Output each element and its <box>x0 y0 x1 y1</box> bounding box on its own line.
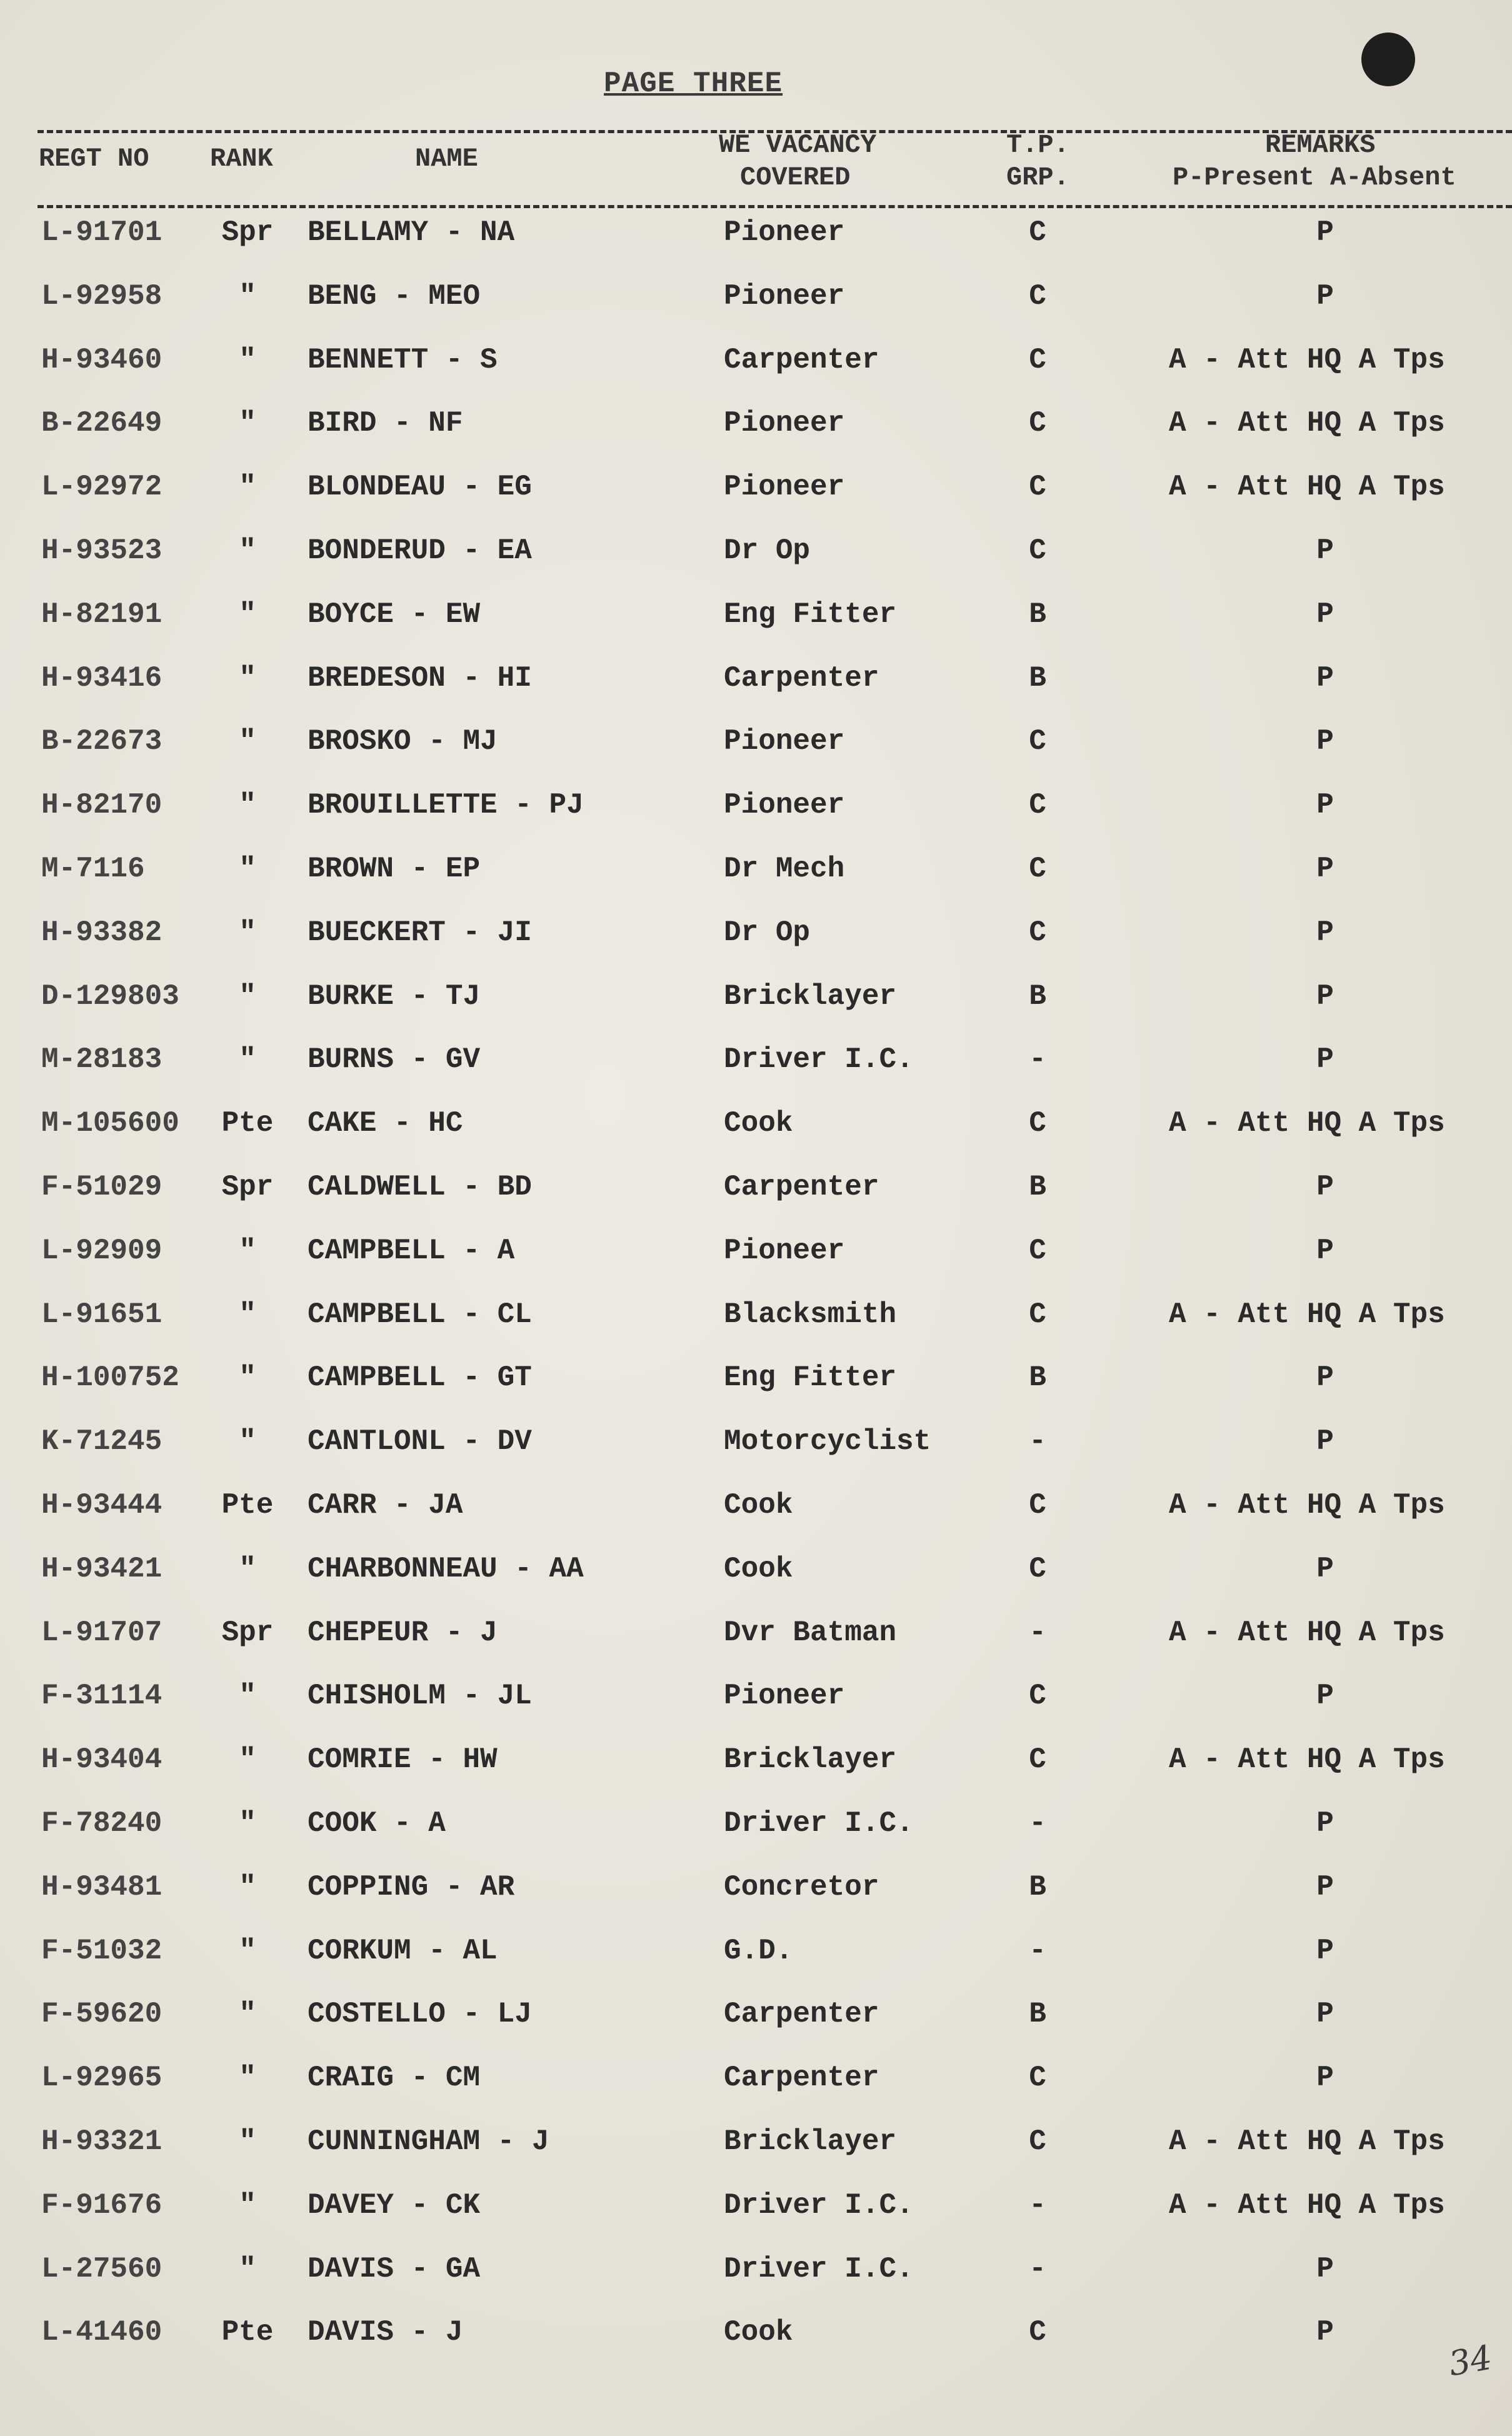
tp-group-cell: B <box>1029 1870 1046 1903</box>
table-row <box>0 2058 1512 2122</box>
rank-cell: " <box>239 1552 256 1585</box>
table-row <box>0 721 1512 785</box>
regt-number-cell: F-51029 <box>41 1170 163 1203</box>
remarks-cell: P <box>1316 598 1334 631</box>
remarks-cell: P <box>1316 1807 1334 1840</box>
rank-cell: " <box>239 2252 256 2285</box>
name-cell: CARR - JA <box>308 1488 463 1521</box>
name-cell: BOYCE - EW <box>308 598 481 631</box>
name-cell: CAKE - HC <box>308 1107 463 1140</box>
header-tp-line2: GRP. <box>1006 163 1069 193</box>
punch-hole <box>1361 33 1415 86</box>
rank-cell: Spr <box>221 1170 274 1203</box>
tp-group-cell: - <box>1029 2188 1046 2222</box>
name-cell: CHISHOLM - JL <box>308 1680 532 1713</box>
rank-cell: " <box>239 1934 256 1967</box>
remarks-cell: P <box>1316 279 1334 313</box>
regt-number-cell: H-93481 <box>41 1870 163 1903</box>
tp-group-cell: C <box>1029 1743 1046 1777</box>
rank-cell: " <box>239 1870 256 1903</box>
tp-group-cell: C <box>1029 471 1046 504</box>
regt-number-cell: L-92958 <box>41 279 163 313</box>
rank-cell: " <box>239 279 256 313</box>
header-rank: RANK <box>210 144 273 174</box>
remarks-cell: P <box>1316 661 1334 694</box>
vacancy-cell: Cook <box>724 1107 793 1140</box>
remarks-cell: P <box>1316 852 1334 885</box>
remarks-cell: A - Att HQ A Tps <box>1169 407 1445 440</box>
table-row <box>0 849 1512 913</box>
regt-number-cell: B-22649 <box>41 407 163 440</box>
rank-cell: " <box>239 471 256 504</box>
vacancy-cell: Pioneer <box>724 216 845 249</box>
vacancy-cell: Motorcyclist <box>724 1425 931 1458</box>
name-cell: BONDERUD - EA <box>308 534 532 567</box>
tp-group-cell: C <box>1029 216 1046 249</box>
vacancy-cell: Driver I.C. <box>724 1043 914 1076</box>
regt-number-cell: F-78240 <box>41 1807 163 1840</box>
name-cell: COMRIE - HW <box>308 1743 498 1777</box>
name-cell: BURNS - GV <box>308 1043 481 1076</box>
header-regt-no: REGT NO <box>39 144 149 174</box>
tp-group-cell: C <box>1029 2125 1046 2158</box>
rank-cell: " <box>239 1998 256 2031</box>
vacancy-cell: Pioneer <box>724 1234 845 1267</box>
regt-number-cell: M-28183 <box>41 1043 163 1076</box>
name-cell: DAVIS - J <box>308 2316 463 2349</box>
remarks-cell: A - Att HQ A Tps <box>1169 1107 1445 1140</box>
regt-number-cell: H-93460 <box>41 343 163 376</box>
name-cell: COPPING - AR <box>308 1870 515 1903</box>
table-row <box>0 2249 1512 2313</box>
regt-number-cell: L-91651 <box>41 1298 163 1331</box>
vacancy-cell: Cook <box>724 1488 793 1521</box>
name-cell: CORKUM - AL <box>308 1934 498 1967</box>
vacancy-cell: Eng Fitter <box>724 598 897 631</box>
table-row <box>0 2312 1512 2376</box>
rank-cell: " <box>239 2125 256 2158</box>
remarks-cell: P <box>1316 1234 1334 1267</box>
name-cell: CAMPBELL - GT <box>308 1361 532 1395</box>
rank-cell: " <box>239 2188 256 2222</box>
table-row <box>0 1613 1512 1677</box>
rank-cell: " <box>239 725 256 758</box>
rank-cell: " <box>239 1425 256 1458</box>
vacancy-cell: Pioneer <box>724 1680 845 1713</box>
table-row <box>0 1421 1512 1485</box>
page-number: 34 <box>1446 2337 1495 2384</box>
rank-cell: " <box>239 1680 256 1713</box>
rank-cell: " <box>239 1743 256 1777</box>
table-row <box>0 1040 1512 1103</box>
table-row <box>0 531 1512 594</box>
remarks-cell: P <box>1316 789 1334 822</box>
name-cell: CHEPEUR - J <box>308 1616 498 1649</box>
vacancy-cell: Dvr Batman <box>724 1616 897 1649</box>
tp-group-cell: - <box>1029 1425 1046 1458</box>
remarks-cell: A - Att HQ A Tps <box>1169 471 1445 504</box>
regt-number-cell: M-7116 <box>41 852 145 885</box>
regt-number-cell: L-91701 <box>41 216 163 249</box>
name-cell: CALDWELL - BD <box>308 1170 532 1203</box>
tp-group-cell: C <box>1029 789 1046 822</box>
name-cell: BENNETT - S <box>308 343 498 376</box>
name-cell: COOK - A <box>308 1807 446 1840</box>
rank-cell: " <box>239 2062 256 2095</box>
page-title: PAGE THREE <box>604 68 783 100</box>
roster-rows <box>0 213 1512 2376</box>
tp-group-cell: - <box>1029 1807 1046 1840</box>
vacancy-cell: Cook <box>724 2316 793 2349</box>
tp-group-cell: - <box>1029 1616 1046 1649</box>
tp-group-cell: B <box>1029 661 1046 694</box>
header-vacancy-line2: COVERED <box>740 163 851 193</box>
name-cell: CAMPBELL - CL <box>308 1298 532 1331</box>
remarks-cell: P <box>1316 1552 1334 1585</box>
name-cell: CAMPBELL - A <box>308 1234 515 1267</box>
tp-group-cell: - <box>1029 2252 1046 2285</box>
regt-number-cell: F-51032 <box>41 1934 163 1967</box>
vacancy-cell: Pioneer <box>724 279 845 313</box>
remarks-cell: P <box>1316 534 1334 567</box>
name-cell: CANTLONL - DV <box>308 1425 532 1458</box>
regt-number-cell: H-93404 <box>41 1743 163 1777</box>
name-cell: BLONDEAU - EG <box>308 471 532 504</box>
regt-number-cell: M-105600 <box>41 1107 179 1140</box>
header-remarks-line2: P-Present A-Absent <box>1173 163 1456 193</box>
remarks-cell: P <box>1316 980 1334 1013</box>
table-row <box>0 467 1512 531</box>
rank-cell: " <box>239 598 256 631</box>
vacancy-cell: Driver I.C. <box>724 2188 914 2222</box>
regt-number-cell: H-93321 <box>41 2125 163 2158</box>
remarks-cell: P <box>1316 1870 1334 1903</box>
vacancy-cell: Pioneer <box>724 789 845 822</box>
name-cell: DAVEY - CK <box>308 2188 481 2222</box>
remarks-cell: P <box>1316 2062 1334 2095</box>
vacancy-cell: Carpenter <box>724 661 879 694</box>
tp-group-cell: C <box>1029 279 1046 313</box>
table-row <box>0 658 1512 722</box>
regt-number-cell: L-27560 <box>41 2252 163 2285</box>
vacancy-cell: Dr Mech <box>724 852 845 885</box>
tp-group-cell: C <box>1029 407 1046 440</box>
tp-group-cell: - <box>1029 1934 1046 1967</box>
remarks-cell: P <box>1316 1425 1334 1458</box>
regt-number-cell: F-31114 <box>41 1680 163 1713</box>
tp-group-cell: C <box>1029 343 1046 376</box>
name-cell: CRAIG - CM <box>308 2062 481 2095</box>
remarks-cell: A - Att HQ A Tps <box>1169 1488 1445 1521</box>
table-row <box>0 1740 1512 1803</box>
table-row <box>0 1549 1512 1613</box>
remarks-cell: A - Att HQ A Tps <box>1169 343 1445 376</box>
regt-number-cell: F-59620 <box>41 1998 163 2031</box>
vacancy-cell: Bricklayer <box>724 980 897 1013</box>
remarks-cell: A - Att HQ A Tps <box>1169 1743 1445 1777</box>
vacancy-cell: Bricklayer <box>724 2125 897 2158</box>
name-cell: BROUILLETTE - PJ <box>308 789 584 822</box>
rank-cell: " <box>239 1234 256 1267</box>
vacancy-cell: Driver I.C. <box>724 1807 914 1840</box>
tp-group-cell: B <box>1029 598 1046 631</box>
regt-number-cell: F-91676 <box>41 2188 163 2222</box>
remarks-cell: A - Att HQ A Tps <box>1169 1298 1445 1331</box>
regt-number-cell: L-92965 <box>41 2062 163 2095</box>
table-row <box>0 785 1512 849</box>
remarks-cell: P <box>1316 1170 1334 1203</box>
tp-group-cell: C <box>1029 1234 1046 1267</box>
vacancy-cell: Carpenter <box>724 343 879 376</box>
table-row <box>0 1931 1512 1995</box>
table-row <box>0 213 1512 276</box>
tp-group-cell: C <box>1029 1680 1046 1713</box>
vacancy-cell: Carpenter <box>724 2062 879 2095</box>
tp-group-cell: C <box>1029 1488 1046 1521</box>
name-cell: BIRD - NF <box>308 407 463 440</box>
name-cell: BROSKO - MJ <box>308 725 498 758</box>
regt-number-cell: H-93382 <box>41 916 163 949</box>
table-row <box>0 976 1512 1040</box>
header-bottom-rule <box>38 205 1512 208</box>
tp-group-cell: B <box>1029 1998 1046 2031</box>
rank-cell: Pte <box>221 1488 274 1521</box>
regt-number-cell: D-129803 <box>41 980 179 1013</box>
vacancy-cell: Blacksmith <box>724 1298 897 1331</box>
regt-number-cell: H-93421 <box>41 1552 163 1585</box>
rank-cell: " <box>239 1298 256 1331</box>
remarks-cell: P <box>1316 1934 1334 1967</box>
table-row <box>0 2122 1512 2185</box>
remarks-cell: A - Att HQ A Tps <box>1169 1616 1445 1649</box>
table-row <box>0 1295 1512 1358</box>
tp-group-cell: C <box>1029 534 1046 567</box>
tp-group-cell: B <box>1029 980 1046 1013</box>
tp-group-cell: C <box>1029 2316 1046 2349</box>
regt-number-cell: H-93444 <box>41 1488 163 1521</box>
table-row <box>0 276 1512 340</box>
remarks-cell: P <box>1316 1998 1334 2031</box>
regt-number-cell: H-93523 <box>41 534 163 567</box>
tp-group-cell: C <box>1029 2062 1046 2095</box>
vacancy-cell: Carpenter <box>724 1170 879 1203</box>
regt-number-cell: L-91707 <box>41 1616 163 1649</box>
vacancy-cell: Eng Fitter <box>724 1361 897 1395</box>
rank-cell: " <box>239 789 256 822</box>
remarks-cell: A - Att HQ A Tps <box>1169 2188 1445 2222</box>
vacancy-cell: Cook <box>724 1552 793 1585</box>
vacancy-cell: G.D. <box>724 1934 793 1967</box>
regt-number-cell: L-41460 <box>41 2316 163 2349</box>
tp-group-cell: C <box>1029 725 1046 758</box>
table-row <box>0 1103 1512 1167</box>
rank-cell: Pte <box>221 2316 274 2349</box>
header-tp-line1: T.P. <box>1006 130 1069 160</box>
header-remarks-line1: REMARKS <box>1265 130 1376 160</box>
rank-cell: Spr <box>221 216 274 249</box>
rank-cell: " <box>239 407 256 440</box>
header-vacancy-line1: WE VACANCY <box>719 130 877 160</box>
tp-group-cell: B <box>1029 1170 1046 1203</box>
table-row <box>0 1167 1512 1231</box>
remarks-cell: P <box>1316 725 1334 758</box>
remarks-cell: P <box>1316 216 1334 249</box>
rank-cell: Pte <box>221 1107 274 1140</box>
table-row <box>0 913 1512 976</box>
remarks-cell: P <box>1316 2316 1334 2349</box>
rank-cell: " <box>239 534 256 567</box>
rank-cell: Spr <box>221 1616 274 1649</box>
name-cell: DAVIS - GA <box>308 2252 481 2285</box>
table-row <box>0 1485 1512 1549</box>
name-cell: BREDESON - HI <box>308 661 532 694</box>
rank-cell: " <box>239 1807 256 1840</box>
regt-number-cell: L-92909 <box>41 1234 163 1267</box>
rank-cell: " <box>239 1043 256 1076</box>
remarks-cell: P <box>1316 1361 1334 1395</box>
name-cell: BELLAMY - NA <box>308 216 515 249</box>
name-cell: BURKE - TJ <box>308 980 481 1013</box>
remarks-cell: P <box>1316 1680 1334 1713</box>
rank-cell: " <box>239 980 256 1013</box>
vacancy-cell: Dr Op <box>724 534 811 567</box>
regt-number-cell: K-71245 <box>41 1425 163 1458</box>
header-name: NAME <box>415 144 478 174</box>
remarks-cell: P <box>1316 2252 1334 2285</box>
rank-cell: " <box>239 343 256 376</box>
remarks-cell: A - Att HQ A Tps <box>1169 2125 1445 2158</box>
rank-cell: " <box>239 852 256 885</box>
table-row <box>0 1994 1512 2058</box>
regt-number-cell: B-22673 <box>41 725 163 758</box>
tp-group-cell: B <box>1029 1361 1046 1395</box>
remarks-cell: P <box>1316 1043 1334 1076</box>
rank-cell: " <box>239 916 256 949</box>
rank-cell: " <box>239 1361 256 1395</box>
regt-number-cell: H-100752 <box>41 1361 179 1395</box>
table-row <box>0 1803 1512 1867</box>
vacancy-cell: Pioneer <box>724 725 845 758</box>
regt-number-cell: L-92972 <box>41 471 163 504</box>
name-cell: BUECKERT - JI <box>308 916 532 949</box>
vacancy-cell: Carpenter <box>724 1998 879 2031</box>
table-row <box>0 594 1512 658</box>
tp-group-cell: C <box>1029 1298 1046 1331</box>
name-cell: CHARBONNEAU - AA <box>308 1552 584 1585</box>
table-row <box>0 1231 1512 1295</box>
remarks-cell: P <box>1316 916 1334 949</box>
name-cell: CUNNINGHAM - J <box>308 2125 549 2158</box>
table-row <box>0 1867 1512 1931</box>
name-cell: BROWN - EP <box>308 852 481 885</box>
table-row <box>0 340 1512 404</box>
tp-group-cell: C <box>1029 852 1046 885</box>
table-row <box>0 1676 1512 1740</box>
regt-number-cell: H-82170 <box>41 789 163 822</box>
tp-group-cell: C <box>1029 916 1046 949</box>
vacancy-cell: Pioneer <box>724 407 845 440</box>
rank-cell: " <box>239 661 256 694</box>
name-cell: BENG - MEO <box>308 279 481 313</box>
vacancy-cell: Dr Op <box>724 916 811 949</box>
vacancy-cell: Concretor <box>724 1870 879 1903</box>
regt-number-cell: H-82191 <box>41 598 163 631</box>
tp-group-cell: - <box>1029 1043 1046 1076</box>
table-row <box>0 403 1512 467</box>
name-cell: COSTELLO - LJ <box>308 1998 532 2031</box>
vacancy-cell: Driver I.C. <box>724 2252 914 2285</box>
regt-number-cell: H-93416 <box>41 661 163 694</box>
table-row <box>0 1358 1512 1421</box>
tp-group-cell: C <box>1029 1107 1046 1140</box>
tp-group-cell: C <box>1029 1552 1046 1585</box>
vacancy-cell: Bricklayer <box>724 1743 897 1777</box>
vacancy-cell: Pioneer <box>724 471 845 504</box>
table-row <box>0 2185 1512 2249</box>
